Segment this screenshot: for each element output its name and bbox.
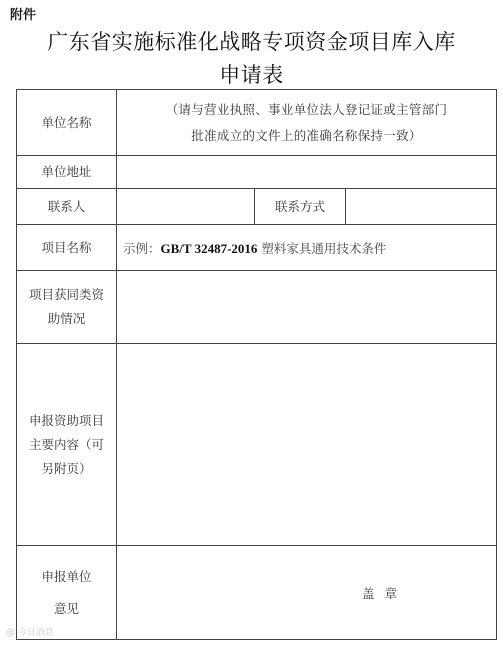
- content-label-line1: 申报资助项目: [28, 412, 104, 428]
- row-project-name: [17, 225, 497, 271]
- project-example-title: 塑料家具通用技术条件: [261, 240, 387, 256]
- contact-method-field[interactable]: [346, 189, 497, 225]
- form-title: 广东省实施标准化战略专项资金项目库入库: [47, 30, 456, 54]
- row-content: [17, 344, 497, 546]
- attachment-label: 附件: [10, 8, 37, 23]
- unit-name-note-line1: （请与营业执照、事业单位法人登记证或主管部门: [165, 101, 448, 117]
- opinion-label-line2: 意见: [53, 600, 79, 616]
- row-funding: [17, 271, 497, 344]
- content-label: [17, 344, 117, 546]
- application-form-table: [16, 89, 497, 640]
- seal-label: 盖章: [362, 585, 408, 601]
- project-example-prefix: 示例：: [123, 240, 161, 256]
- content-label-line2: 主要内容（可: [28, 436, 104, 452]
- watermark: @ 今日消息: [6, 628, 54, 638]
- row-contact: [17, 189, 497, 225]
- address-field[interactable]: [117, 156, 497, 189]
- unit-name-label: 单位名称: [17, 90, 117, 156]
- contact-label: 联系人: [17, 189, 117, 225]
- unit-name-field[interactable]: [117, 90, 497, 156]
- unit-name-note-line2: 批准成立的文件上的准确名称保持一致）: [191, 127, 422, 143]
- row-opinion: [17, 546, 497, 640]
- contact-method-label: 联系方式: [255, 189, 346, 225]
- form-title-line2: 申请表: [219, 63, 284, 87]
- project-name-label: 项目名称: [17, 225, 117, 271]
- funding-field[interactable]: [117, 271, 497, 344]
- opinion-label-line1: 申报单位: [41, 568, 92, 584]
- row-unit-name: [17, 90, 497, 156]
- project-example-code: GB/T 32487-2016: [160, 240, 258, 256]
- contact-field[interactable]: [117, 189, 255, 225]
- opinion-field[interactable]: [117, 546, 497, 640]
- funding-label-line2: 助情况: [47, 311, 86, 326]
- address-label: 单位地址: [17, 156, 117, 189]
- content-field[interactable]: [117, 344, 497, 546]
- project-name-field[interactable]: [117, 225, 497, 271]
- funding-label: [17, 271, 117, 344]
- row-address: [17, 156, 497, 189]
- content-label-line3: 另附页）: [41, 460, 92, 476]
- funding-label-line1: 项目获同类资: [28, 287, 104, 302]
